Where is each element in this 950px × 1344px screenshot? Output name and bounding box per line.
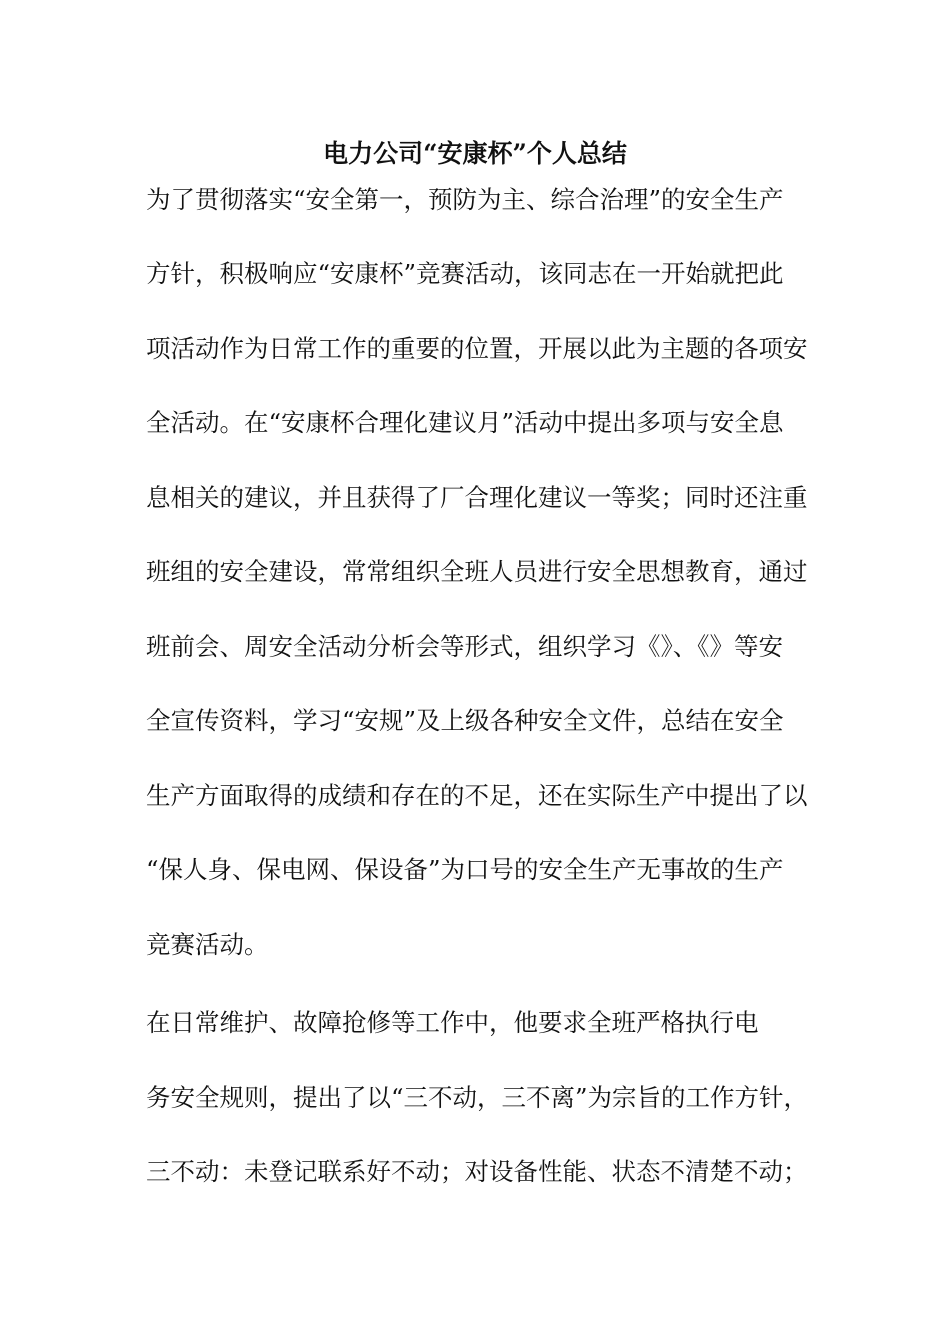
paragraph-line: 息相关的建议，并且获得了厂合理化建议一等奖；同时还注重 [146, 483, 808, 512]
paragraph-line: 在日常维护、故障抢修等工作中，他要求全班严格执行电 [146, 1008, 759, 1037]
paragraph-line: 项活动作为日常工作的重要的位置，开展以此为主题的各项安 [146, 334, 808, 363]
paragraph-line: 为了贯彻落实“安全第一，预防为主、综合治理”的安全生产 [146, 185, 784, 214]
paragraph-line: 全活动。在“安康杯合理化建议月”活动中提出多项与安全息 [146, 408, 784, 437]
paragraph-line: 三不动：未登记联系好不动；对设备性能、状态不清楚不动； [146, 1157, 808, 1186]
paragraph-line: 班前会、周安全活动分析会等形式，组织学习《》、《》等安 [146, 632, 783, 661]
document-title: 电力公司“安康杯”个人总结 [323, 139, 627, 168]
paragraph-line: 全宣传资料，学习“安规”及上级各种安全文件，总结在安全 [146, 706, 784, 735]
paragraph-line: 竞赛活动。 [146, 930, 269, 959]
paragraph-line: “保人身、保电网、保设备”为口号的安全生产无事故的生产 [146, 855, 784, 884]
paragraph-line: 班组的安全建设，常常组织全班人员进行安全思想教育，通过 [146, 557, 808, 586]
paragraph-line: 务安全规则，提出了以“三不动，三不离”为宗旨的工作方针， [146, 1083, 809, 1112]
paragraph-line: 生产方面取得的成绩和存在的不足，还在实际生产中提出了以 [146, 781, 808, 810]
paragraph-line: 方针，积极响应“安康杯”竞赛活动，该同志在一开始就把此 [146, 259, 784, 288]
